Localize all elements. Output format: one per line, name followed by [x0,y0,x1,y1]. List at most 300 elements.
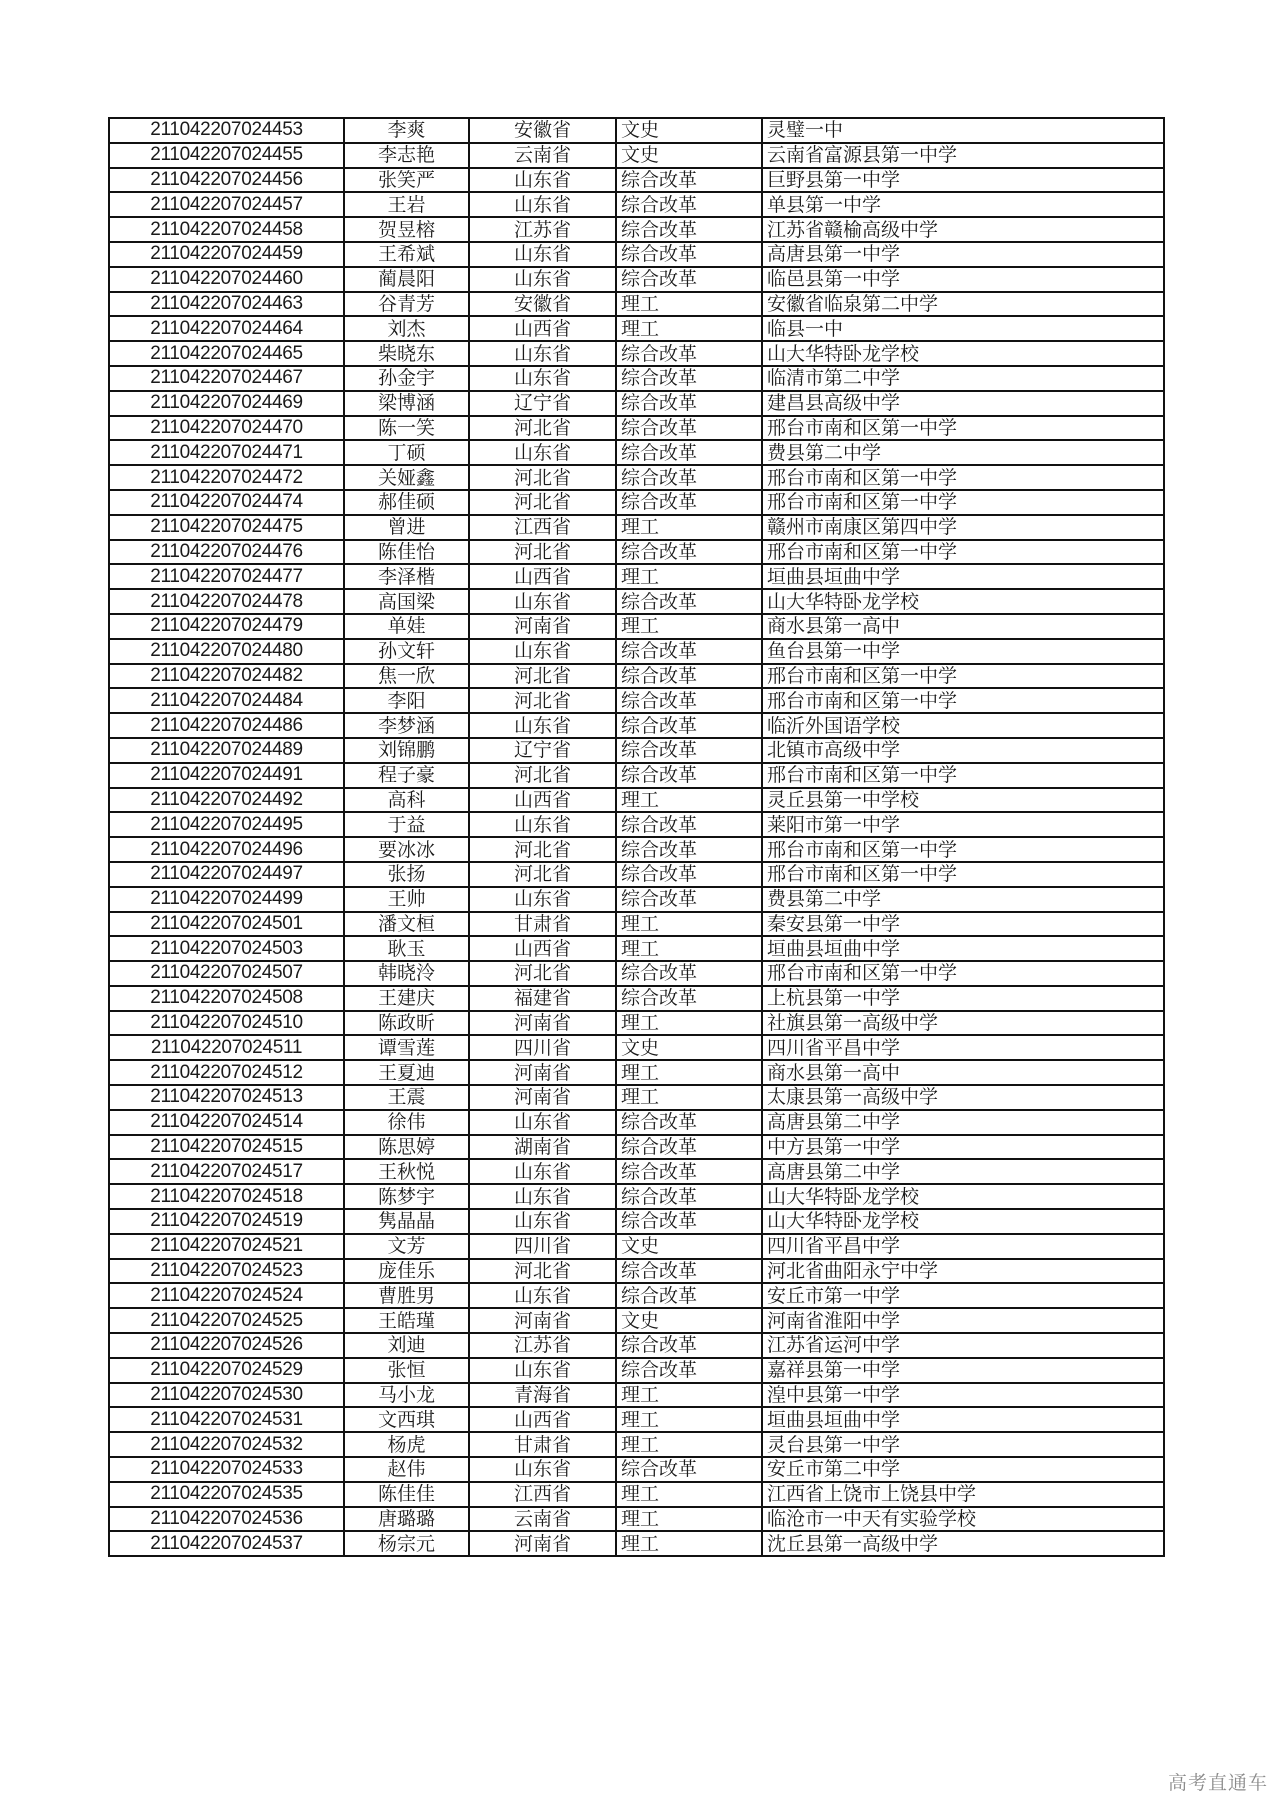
name-cell: 高科 [344,788,469,813]
exam-id-cell: 211042207024456 [109,168,344,193]
name-cell: 高国梁 [344,589,469,614]
province-cell: 辽宁省 [469,391,616,416]
province-cell: 江苏省 [469,217,616,242]
category-cell: 综合改革 [616,465,762,490]
table-row [109,862,1164,887]
name-cell: 杨宗元 [344,1531,469,1556]
name-cell: 王希斌 [344,242,469,267]
school-cell: 江苏省运河中学 [762,1333,1164,1358]
category-cell: 综合改革 [616,1457,762,1482]
exam-id-cell: 211042207024518 [109,1184,344,1209]
school-cell: 商水县第一高中 [762,1060,1164,1085]
table-row [109,812,1164,837]
school-cell: 湟中县第一中学 [762,1383,1164,1408]
school-cell: 山大华特卧龙学校 [762,1184,1164,1209]
province-cell: 山西省 [469,936,616,961]
name-cell: 王夏迪 [344,1060,469,1085]
name-cell: 陈思婷 [344,1135,469,1160]
exam-id-cell: 211042207024472 [109,465,344,490]
table-row [109,961,1164,986]
table-row [109,688,1164,713]
exam-id-cell: 211042207024510 [109,1011,344,1036]
category-cell: 文史 [616,1234,762,1259]
exam-id-cell: 211042207024533 [109,1457,344,1482]
student-list-table [108,117,1165,1557]
province-cell: 山东省 [469,1184,616,1209]
school-cell: 江苏省赣榆高级中学 [762,217,1164,242]
name-cell: 丁硕 [344,440,469,465]
name-cell: 陈梦宇 [344,1184,469,1209]
table-row [109,1234,1164,1259]
name-cell: 韩晓泠 [344,961,469,986]
table-row [109,1209,1164,1234]
province-cell: 四川省 [469,1234,616,1259]
category-cell: 理工 [616,316,762,341]
province-cell: 河北省 [469,664,616,689]
name-cell: 关娅鑫 [344,465,469,490]
category-cell: 理工 [616,292,762,317]
school-cell: 邢台市南和区第一中学 [762,862,1164,887]
province-cell: 山东省 [469,168,616,193]
exam-id-cell: 211042207024511 [109,1035,344,1060]
school-cell: 四川省平昌中学 [762,1035,1164,1060]
category-cell: 理工 [616,1482,762,1507]
table-row [109,837,1164,862]
category-cell: 综合改革 [616,490,762,515]
table-row [109,168,1164,193]
name-cell: 李阳 [344,688,469,713]
exam-id-cell: 211042207024495 [109,812,344,837]
school-cell: 商水县第一高中 [762,614,1164,639]
province-cell: 河北省 [469,763,616,788]
province-cell: 四川省 [469,1035,616,1060]
exam-id-cell: 211042207024465 [109,341,344,366]
province-cell: 安徽省 [469,118,616,143]
category-cell: 综合改革 [616,1358,762,1383]
exam-id-cell: 211042207024517 [109,1159,344,1184]
table-row [109,713,1164,738]
exam-id-cell: 211042207024523 [109,1259,344,1284]
table-row [109,515,1164,540]
exam-id-cell: 211042207024521 [109,1234,344,1259]
table-row [109,242,1164,267]
category-cell: 综合改革 [616,1283,762,1308]
exam-id-cell: 211042207024491 [109,763,344,788]
category-cell: 综合改革 [616,1110,762,1135]
table-row [109,1259,1164,1284]
table-row [109,1457,1164,1482]
name-cell: 李泽楷 [344,564,469,589]
category-cell: 综合改革 [616,837,762,862]
exam-id-cell: 211042207024507 [109,961,344,986]
exam-id-cell: 211042207024489 [109,738,344,763]
category-cell: 综合改革 [616,1333,762,1358]
exam-id-cell: 211042207024469 [109,391,344,416]
exam-id-cell: 211042207024459 [109,242,344,267]
table-row [109,292,1164,317]
table-row [109,1283,1164,1308]
province-cell: 河北省 [469,540,616,565]
exam-id-cell: 211042207024531 [109,1407,344,1432]
province-cell: 江苏省 [469,1333,616,1358]
province-cell: 山东省 [469,267,616,292]
category-cell: 理工 [616,1085,762,1110]
province-cell: 山东省 [469,366,616,391]
name-cell: 李爽 [344,118,469,143]
table-row [109,1159,1164,1184]
school-cell: 邢台市南和区第一中学 [762,688,1164,713]
category-cell: 理工 [616,1383,762,1408]
table-row [109,267,1164,292]
province-cell: 河北省 [469,490,616,515]
category-cell: 综合改革 [616,688,762,713]
name-cell: 焦一欣 [344,664,469,689]
category-cell: 综合改革 [616,664,762,689]
exam-id-cell: 211042207024482 [109,664,344,689]
school-cell: 安丘市第一中学 [762,1283,1164,1308]
exam-id-cell: 211042207024455 [109,143,344,168]
category-cell: 综合改革 [616,217,762,242]
exam-id-cell: 211042207024457 [109,192,344,217]
name-cell: 潘文桓 [344,912,469,937]
school-cell: 临邑县第一中学 [762,267,1164,292]
name-cell: 要冰冰 [344,837,469,862]
name-cell: 孙文轩 [344,639,469,664]
school-cell: 单县第一中学 [762,192,1164,217]
school-cell: 云南省富源县第一中学 [762,143,1164,168]
school-cell: 巨野县第一中学 [762,168,1164,193]
province-cell: 山东省 [469,1159,616,1184]
name-cell: 曹胜男 [344,1283,469,1308]
exam-id-cell: 211042207024479 [109,614,344,639]
province-cell: 山东省 [469,639,616,664]
exam-id-cell: 211042207024478 [109,589,344,614]
category-cell: 文史 [616,1308,762,1333]
exam-id-cell: 211042207024532 [109,1432,344,1457]
table-row [109,217,1164,242]
name-cell: 唐璐璐 [344,1507,469,1532]
table-row [109,564,1164,589]
school-cell: 临县一中 [762,316,1164,341]
table-row [109,986,1164,1011]
school-cell: 山大华特卧龙学校 [762,1209,1164,1234]
category-cell: 综合改革 [616,341,762,366]
province-cell: 山西省 [469,564,616,589]
category-cell: 综合改革 [616,267,762,292]
exam-id-cell: 211042207024484 [109,688,344,713]
name-cell: 隽晶晶 [344,1209,469,1234]
exam-id-cell: 211042207024496 [109,837,344,862]
school-cell: 邢台市南和区第一中学 [762,465,1164,490]
table-row [109,912,1164,937]
province-cell: 辽宁省 [469,738,616,763]
province-cell: 河北省 [469,416,616,441]
exam-id-cell: 211042207024503 [109,936,344,961]
province-cell: 云南省 [469,143,616,168]
exam-id-cell: 211042207024529 [109,1358,344,1383]
exam-id-cell: 211042207024463 [109,292,344,317]
school-cell: 山大华特卧龙学校 [762,589,1164,614]
exam-id-cell: 211042207024525 [109,1308,344,1333]
exam-id-cell: 211042207024477 [109,564,344,589]
exam-id-cell: 211042207024530 [109,1383,344,1408]
exam-id-cell: 211042207024476 [109,540,344,565]
name-cell: 张笑严 [344,168,469,193]
province-cell: 江西省 [469,1482,616,1507]
school-cell: 邢台市南和区第一中学 [762,961,1164,986]
table-row [109,316,1164,341]
category-cell: 理工 [616,1507,762,1532]
province-cell: 山东省 [469,192,616,217]
table-row [109,490,1164,515]
province-cell: 山东省 [469,812,616,837]
category-cell: 理工 [616,912,762,937]
province-cell: 山西省 [469,788,616,813]
name-cell: 陈佳佳 [344,1482,469,1507]
province-cell: 河北省 [469,837,616,862]
table-row [109,1110,1164,1135]
province-cell: 山东省 [469,341,616,366]
province-cell: 山东省 [469,1209,616,1234]
school-cell: 建昌县高级中学 [762,391,1164,416]
category-cell: 理工 [616,788,762,813]
category-cell: 理工 [616,515,762,540]
table-row [109,614,1164,639]
school-cell: 高唐县第二中学 [762,1159,1164,1184]
category-cell: 理工 [616,1407,762,1432]
school-cell: 沈丘县第一高级中学 [762,1531,1164,1556]
name-cell: 陈一笑 [344,416,469,441]
table-row [109,738,1164,763]
school-cell: 安丘市第二中学 [762,1457,1164,1482]
name-cell: 文芳 [344,1234,469,1259]
school-cell: 社旗县第一高级中学 [762,1011,1164,1036]
province-cell: 河北省 [469,862,616,887]
school-cell: 灵台县第一中学 [762,1432,1164,1457]
province-cell: 河北省 [469,1259,616,1284]
school-cell: 临沂外国语学校 [762,713,1164,738]
table-row [109,936,1164,961]
school-cell: 江西省上饶市上饶县中学 [762,1482,1164,1507]
exam-id-cell: 211042207024497 [109,862,344,887]
exam-id-cell: 211042207024501 [109,912,344,937]
category-cell: 综合改革 [616,440,762,465]
table-row [109,341,1164,366]
name-cell: 赵伟 [344,1457,469,1482]
school-cell: 高唐县第二中学 [762,1110,1164,1135]
province-cell: 山东省 [469,713,616,738]
school-cell: 临清市第二中学 [762,366,1164,391]
exam-id-cell: 211042207024474 [109,490,344,515]
school-cell: 上杭县第一中学 [762,986,1164,1011]
category-cell: 综合改革 [616,242,762,267]
table-row [109,391,1164,416]
table-row [109,887,1164,912]
province-cell: 江西省 [469,515,616,540]
name-cell: 单娃 [344,614,469,639]
category-cell: 综合改革 [616,1135,762,1160]
exam-id-cell: 211042207024508 [109,986,344,1011]
exam-id-cell: 211042207024475 [109,515,344,540]
exam-id-cell: 211042207024486 [109,713,344,738]
province-cell: 河南省 [469,1308,616,1333]
table-row [109,1358,1164,1383]
table-row [109,1184,1164,1209]
province-cell: 云南省 [469,1507,616,1532]
province-cell: 青海省 [469,1383,616,1408]
province-cell: 山东省 [469,440,616,465]
category-cell: 综合改革 [616,540,762,565]
school-cell: 邢台市南和区第一中学 [762,763,1164,788]
name-cell: 陈政昕 [344,1011,469,1036]
school-cell: 北镇市高级中学 [762,738,1164,763]
name-cell: 王震 [344,1085,469,1110]
province-cell: 山东省 [469,242,616,267]
category-cell: 综合改革 [616,1259,762,1284]
province-cell: 河南省 [469,1011,616,1036]
name-cell: 程子豪 [344,763,469,788]
table-row [109,366,1164,391]
school-cell: 邢台市南和区第一中学 [762,837,1164,862]
name-cell: 蔺晨阳 [344,267,469,292]
school-cell: 垣曲县垣曲中学 [762,936,1164,961]
exam-id-cell: 211042207024512 [109,1060,344,1085]
name-cell: 王帅 [344,887,469,912]
exam-id-cell: 211042207024453 [109,118,344,143]
category-cell: 理工 [616,1432,762,1457]
category-cell: 综合改革 [616,986,762,1011]
name-cell: 李志艳 [344,143,469,168]
table-row [109,1482,1164,1507]
province-cell: 河北省 [469,961,616,986]
exam-id-cell: 211042207024470 [109,416,344,441]
category-cell: 综合改革 [616,1184,762,1209]
name-cell: 曾进 [344,515,469,540]
name-cell: 王皓瑾 [344,1308,469,1333]
table-row [109,664,1164,689]
category-cell: 综合改革 [616,192,762,217]
table-row [109,1060,1164,1085]
province-cell: 山西省 [469,316,616,341]
exam-id-cell: 211042207024460 [109,267,344,292]
table-row [109,1432,1164,1457]
name-cell: 王岩 [344,192,469,217]
name-cell: 李梦涵 [344,713,469,738]
table-row [109,1333,1164,1358]
exam-id-cell: 211042207024526 [109,1333,344,1358]
name-cell: 王秋悦 [344,1159,469,1184]
name-cell: 柴晓东 [344,341,469,366]
category-cell: 综合改革 [616,738,762,763]
table-row [109,1507,1164,1532]
name-cell: 郝佳硕 [344,490,469,515]
category-cell: 综合改革 [616,391,762,416]
name-cell: 文西琪 [344,1407,469,1432]
name-cell: 徐伟 [344,1110,469,1135]
watermark: 高考直通车 [1167,1772,1268,1794]
exam-id-cell: 211042207024524 [109,1283,344,1308]
table-row [109,1407,1164,1432]
table-row [109,639,1164,664]
province-cell: 安徽省 [469,292,616,317]
exam-id-cell: 211042207024492 [109,788,344,813]
category-cell: 综合改革 [616,1159,762,1184]
category-cell: 综合改革 [616,862,762,887]
table-row [109,440,1164,465]
table-row [109,416,1164,441]
table-row [109,1035,1164,1060]
school-cell: 中方县第一中学 [762,1135,1164,1160]
school-cell: 山大华特卧龙学校 [762,341,1164,366]
name-cell: 张扬 [344,862,469,887]
province-cell: 河南省 [469,1085,616,1110]
school-cell: 邢台市南和区第一中学 [762,490,1164,515]
school-cell: 高唐县第一中学 [762,242,1164,267]
category-cell: 综合改革 [616,416,762,441]
table-body [109,118,1164,1556]
school-cell: 鱼台县第一中学 [762,639,1164,664]
exam-id-cell: 211042207024514 [109,1110,344,1135]
category-cell: 文史 [616,143,762,168]
name-cell: 刘迪 [344,1333,469,1358]
exam-id-cell: 211042207024536 [109,1507,344,1532]
category-cell: 理工 [616,936,762,961]
category-cell: 综合改革 [616,812,762,837]
name-cell: 刘锦鹏 [344,738,469,763]
name-cell: 张恒 [344,1358,469,1383]
school-cell: 垣曲县垣曲中学 [762,564,1164,589]
table-row [109,192,1164,217]
table-row [109,788,1164,813]
name-cell: 谭雪莲 [344,1035,469,1060]
table-row [109,589,1164,614]
exam-id-cell: 211042207024515 [109,1135,344,1160]
exam-id-cell: 211042207024464 [109,316,344,341]
category-cell: 文史 [616,118,762,143]
name-cell: 梁博涵 [344,391,469,416]
school-cell: 四川省平昌中学 [762,1234,1164,1259]
category-cell: 综合改革 [616,713,762,738]
province-cell: 山东省 [469,1283,616,1308]
school-cell: 太康县第一高级中学 [762,1085,1164,1110]
table-row [109,1383,1164,1408]
name-cell: 孙金宇 [344,366,469,391]
category-cell: 综合改革 [616,763,762,788]
category-cell: 理工 [616,1011,762,1036]
table-row [109,763,1164,788]
exam-id-cell: 211042207024519 [109,1209,344,1234]
province-cell: 湖南省 [469,1135,616,1160]
name-cell: 杨虎 [344,1432,469,1457]
name-cell: 刘杰 [344,316,469,341]
school-cell: 莱阳市第一中学 [762,812,1164,837]
exam-id-cell: 211042207024480 [109,639,344,664]
province-cell: 河南省 [469,1060,616,1085]
exam-id-cell: 211042207024537 [109,1531,344,1556]
name-cell: 贺昱榕 [344,217,469,242]
province-cell: 福建省 [469,986,616,1011]
school-cell: 临沧市一中天有实验学校 [762,1507,1164,1532]
exam-id-cell: 211042207024499 [109,887,344,912]
school-cell: 邢台市南和区第一中学 [762,664,1164,689]
category-cell: 综合改革 [616,887,762,912]
category-cell: 综合改革 [616,1209,762,1234]
table-row [109,1531,1164,1556]
category-cell: 综合改革 [616,961,762,986]
school-cell: 安徽省临泉第二中学 [762,292,1164,317]
province-cell: 河南省 [469,614,616,639]
table-row [109,465,1164,490]
